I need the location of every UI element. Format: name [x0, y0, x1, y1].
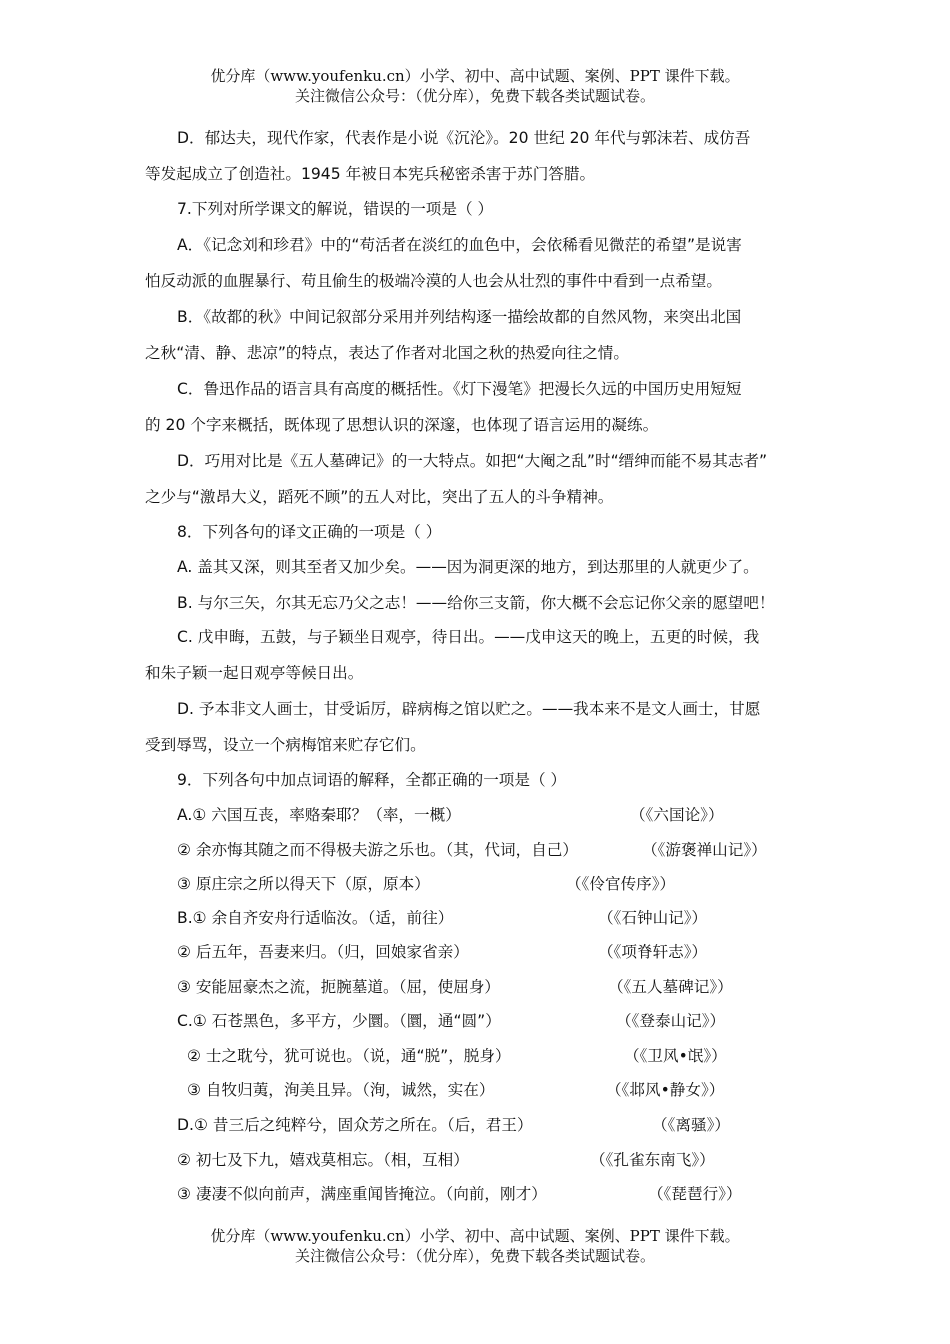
body-line: B. 与尔三矢，尔其无忘乃父之志！——给你三支箭，你大概不会忘记你父亲的愿望吧！ — [177, 594, 775, 612]
body-line: 之秋“清、静、悲凉”的特点，表达了作者对北国之秋的热爱向往之情。 — [145, 344, 629, 362]
footer-line-2: 关注微信公众号：（优分库），免费下载各类试题试卷。 — [294, 1247, 655, 1265]
body-line: 之少与“激昂大义，蹈死不顾”的五人对比，突出了五人的斗争精神。 — [145, 488, 614, 506]
body-line: 等发起成立了创造社。1945 年被日本宪兵秘密杀害于苏门答腊。 — [145, 165, 596, 183]
option-source: （《卫风•氓》） — [624, 1047, 727, 1065]
body-line: C. 戊申晦，五鼓，与子颖坐日观亭，待日出。——戊申这天的晚上，五更的时候，我 — [177, 628, 760, 646]
option-source: （《六国论》） — [630, 806, 724, 824]
body-line: B．《故都的秋》中间记叙部分采用并列结构逐一描绘故都的自然风物，来突出北国 — [177, 308, 742, 326]
body-line: 怕反动派的血腥暴行、苟且偷生的极端冷漠的人也会从壮烈的事件中看到一点希望。 — [145, 272, 722, 290]
body-line: 的 20 个字来概括，既体现了思想认识的深邃，也体现了语言运用的凝练。 — [145, 416, 659, 434]
question-8: 8．下列各句的译文正确的一项是（ ） — [177, 523, 442, 541]
option-line: ② 士之耽兮，犹可说也。（说，通“脱”，脱身） — [187, 1047, 511, 1065]
option-source: （《游褒禅山记》） — [642, 841, 767, 859]
footer-line-1: 优分库（www.youfenku.cn）小学、初中、高中试题、案例、PPT 课件下载。 — [210, 1227, 740, 1245]
body-line: A．《记念刘和珍君》中的“苟活者在淡红的血色中，会依稀看见微茫的希望”是说害 — [177, 236, 742, 254]
question-9: 9．下列各句中加点词语的解释，全都正确的一项是（ ） — [177, 771, 567, 789]
option-source: （《琵琶行》） — [648, 1185, 742, 1203]
question-7: 7.下列对所学课文的解说，错误的一项是（ ） — [177, 200, 494, 218]
body-line: D．巧用对比是《五人墓碑记》的一大特点。如把“大阉之乱”时“缙绅而能不易其志者” — [177, 452, 768, 470]
body-line: C．鲁迅作品的语言具有高度的概括性。《灯下漫笔》把漫长久远的中国历史用短短 — [177, 380, 742, 398]
option-source: （《伶官传序》） — [566, 875, 676, 893]
option-line: ③ 自牧归荑，洵美且异。（洵，诚然，实在） — [187, 1081, 495, 1099]
option-line: D.① 昔三后之纯粹兮，固众芳之所在。（后，君王） — [177, 1116, 533, 1134]
header-line-2: 关注微信公众号：（优分库），免费下载各类试题试卷。 — [294, 87, 655, 105]
option-source: （《项脊轩志》） — [598, 943, 708, 961]
option-line: B.① 余自齐安舟行适临汝。（适，前往） — [177, 909, 454, 927]
option-line: ② 后五年，吾妻来归。（归，回娘家省亲） — [177, 943, 469, 961]
page-footer — [0, 1226, 950, 1266]
body-line: D. 予本非文人画士，甘受诟厉，辟病梅之馆以贮之。——我本来不是文人画士，甘愿 — [177, 700, 761, 718]
body-line: A. 盖其又深，则其至者又加少矣。——因为洞更深的地方，到达那里的人就更少了。 — [177, 558, 759, 576]
header-line-1: 优分库（www.youfenku.cn）小学、初中、高中试题、案例、PPT 课件下载。 — [210, 67, 740, 85]
page-header — [0, 66, 950, 106]
option-line: A.① 六国互丧，率赂秦耶？（率，一概） — [177, 806, 461, 824]
option-source: （《五人墓碑记》） — [608, 978, 733, 996]
option-line: C.① 石苍黑色，多平方，少圜。（圜，通“圆”） — [177, 1012, 501, 1030]
option-line: ② 余亦悔其随之而不得极夫游之乐也。（其，代词，自己） — [177, 841, 578, 859]
option-line: ③ 凄凄不似向前声，满座重闻皆掩泣。（向前，刚才） — [177, 1185, 547, 1203]
body-line: 和朱子颖一起日观亭等候日出。 — [145, 664, 364, 682]
option-line: ③ 安能屈豪杰之流，扼腕墓道。（屈，使屈身） — [177, 978, 501, 996]
body-line: 受到辱骂，设立一个病梅馆来贮存它们。 — [145, 736, 426, 754]
option-source: （《邶风•静女》） — [606, 1081, 725, 1099]
option-source: （《离骚》） — [652, 1116, 730, 1134]
option-source: （《孔雀东南飞》） — [590, 1151, 715, 1169]
option-line: ③ 原庄宗之所以得天下（原，原本） — [177, 875, 430, 893]
option-line: ② 初七及下九，嬉戏莫相忘。（相，互相） — [177, 1151, 469, 1169]
option-source: （《石钟山记》） — [598, 909, 708, 927]
body-line: D．郁达夫，现代作家，代表作是小说《沉沦》。20 世纪 20 年代与郭沫若、成仿吾 — [177, 129, 751, 147]
option-source: （《登泰山记》） — [616, 1012, 726, 1030]
